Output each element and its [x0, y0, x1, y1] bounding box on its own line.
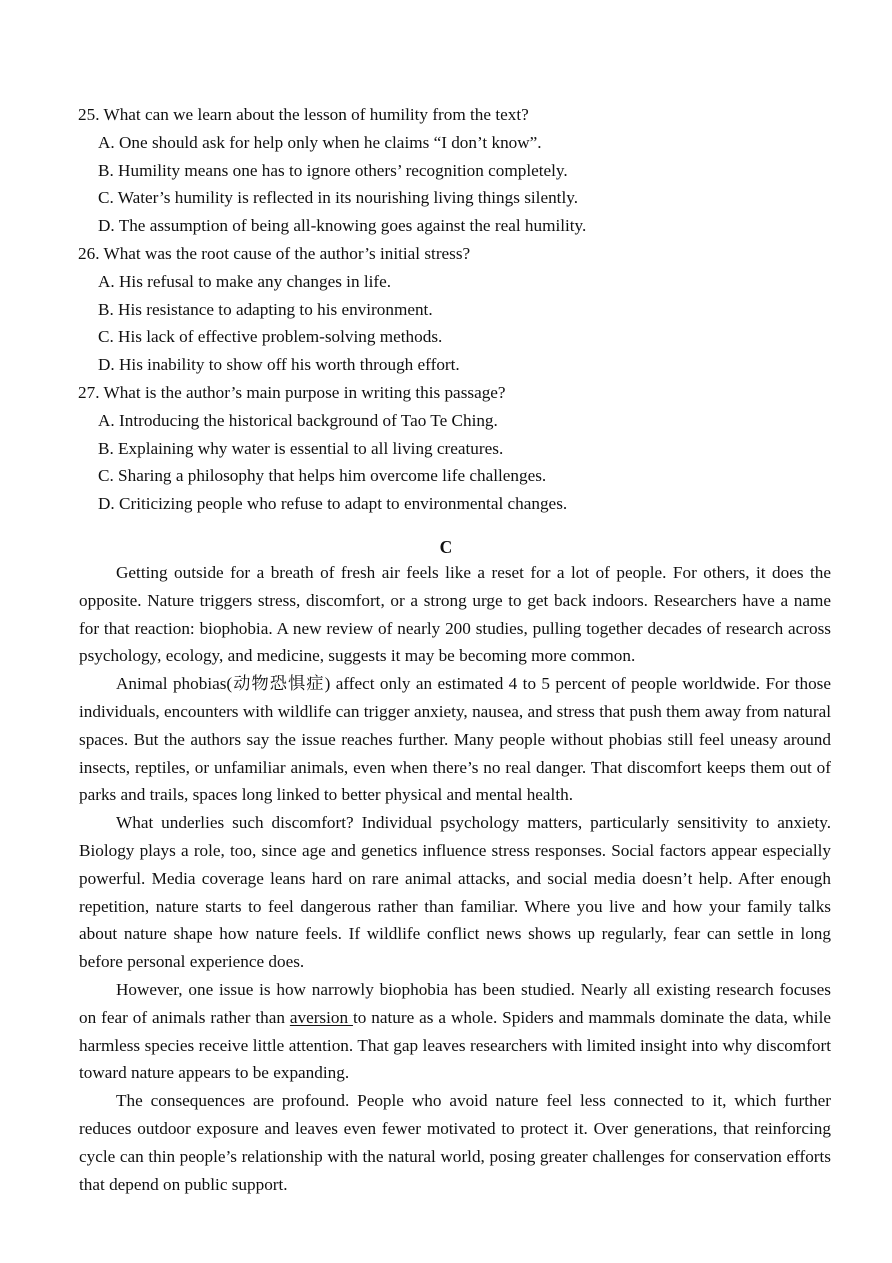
option-c: C. His lack of effective problem-solving methods.	[98, 327, 443, 347]
option-c: C. Sharing a philosophy that helps him overcome life challenges.	[98, 466, 547, 486]
question-stem: 25. What can we learn about the lesson of humility from the text?	[78, 105, 529, 124]
option-d: D. The assumption of being all-knowing goes against the real humility.	[98, 216, 587, 236]
option-c: C. Water’s humility is reflected in its nourishing living things silently.	[98, 188, 578, 208]
underlined-word-aversion: aversion	[289, 1007, 354, 1027]
reading-passage	[79, 559, 831, 1198]
question-27	[78, 379, 838, 518]
option-b: B. Explaining why water is essential to all living creatures.	[98, 438, 504, 458]
section-title: C	[439, 537, 453, 557]
paragraph-text: However, one issue is how narrowly biophobia has been studied. Nearly all existing research focuses on fear of animals rather than	[79, 979, 831, 1027]
option-d: D. Criticizing people who refuse to adapt to environmental changes.	[98, 494, 568, 514]
option-d: D. His inability to show off his worth through effort.	[98, 355, 460, 375]
option-b: B. Humility means one has to ignore others’ recognition completely.	[98, 160, 568, 180]
passage-paragraph-5: The consequences are profound. People who avoid nature feel less connected to it, which further reduces outdoor exposure and leaves even fewer motivated to protect it. Over generations, that reinforcing cycle can thin people’s relationship with the natural world, posing greater challenges for conservation efforts that depend on public support.	[79, 1091, 831, 1194]
question-stem: 26. What was the root cause of the author’s initial stress?	[78, 243, 471, 263]
paragraph-text: to nature as a whole. Spiders and mammals dominate the data, while harmless species receive little attention. That gap leaves researchers with limited insight into why discomfort toward nature appears to be expanding.	[79, 1007, 831, 1083]
question-26	[78, 240, 838, 379]
question-block	[78, 101, 838, 518]
question-stem: 27. What is the author’s main purpose in writing this passage?	[78, 382, 506, 402]
option-b: B. His resistance to adapting to his environment.	[98, 299, 433, 319]
option-a: A. One should ask for help only when he claims “I don’t know”.	[98, 132, 542, 152]
passage-paragraph-3: What underlies such discomfort? Individual psychology matters, particularly sensitivity to anxiety. Biology plays a role, too, since age and genetics influence stress responses. Social factors appear especially powerful. Media coverage leans hard on rare animal attacks, and social media doesn’t help. After enough repetition, nature starts to feel dangerous rather than familiar. Where you live and how your family talks about nature shape how nature feels. If wildlife conflict news shows up regularly, fear can settle in long before personal experience does.	[79, 813, 831, 972]
passage-paragraph-2: Animal phobias(动物恐惧症) affect only an estimated 4 to 5 percent of people worldwide. For those individuals, encounters with wildlife can trigger anxiety, nausea, and stress that push them away from natural spaces. But the authors say the issue reaches further. Many people without phobias still feel uneasy around insects, reptiles, or unfamiliar animals, even when there’s no real danger. That discomfort keeps them out of parks and trails, spaces long linked to better physical and mental health.	[79, 674, 831, 805]
passage-paragraph-1: Getting outside for a breath of fresh air feels like a reset for a lot of people. For others, it does the opposite. Nature triggers stress, discomfort, or a strong urge to get back indoors. Researchers have a name for that reaction: biophobia. A new review of nearly 200 studies, pulling together decades of research across psychology, ecology, and medicine, suggests it may be becoming more common.	[79, 563, 831, 666]
option-a: A. Introducing the historical background of Tao Te Ching.	[98, 410, 498, 430]
question-25	[78, 101, 838, 240]
passage-paragraph-4	[79, 976, 831, 1087]
option-a: A. His refusal to make any changes in life.	[98, 271, 392, 291]
